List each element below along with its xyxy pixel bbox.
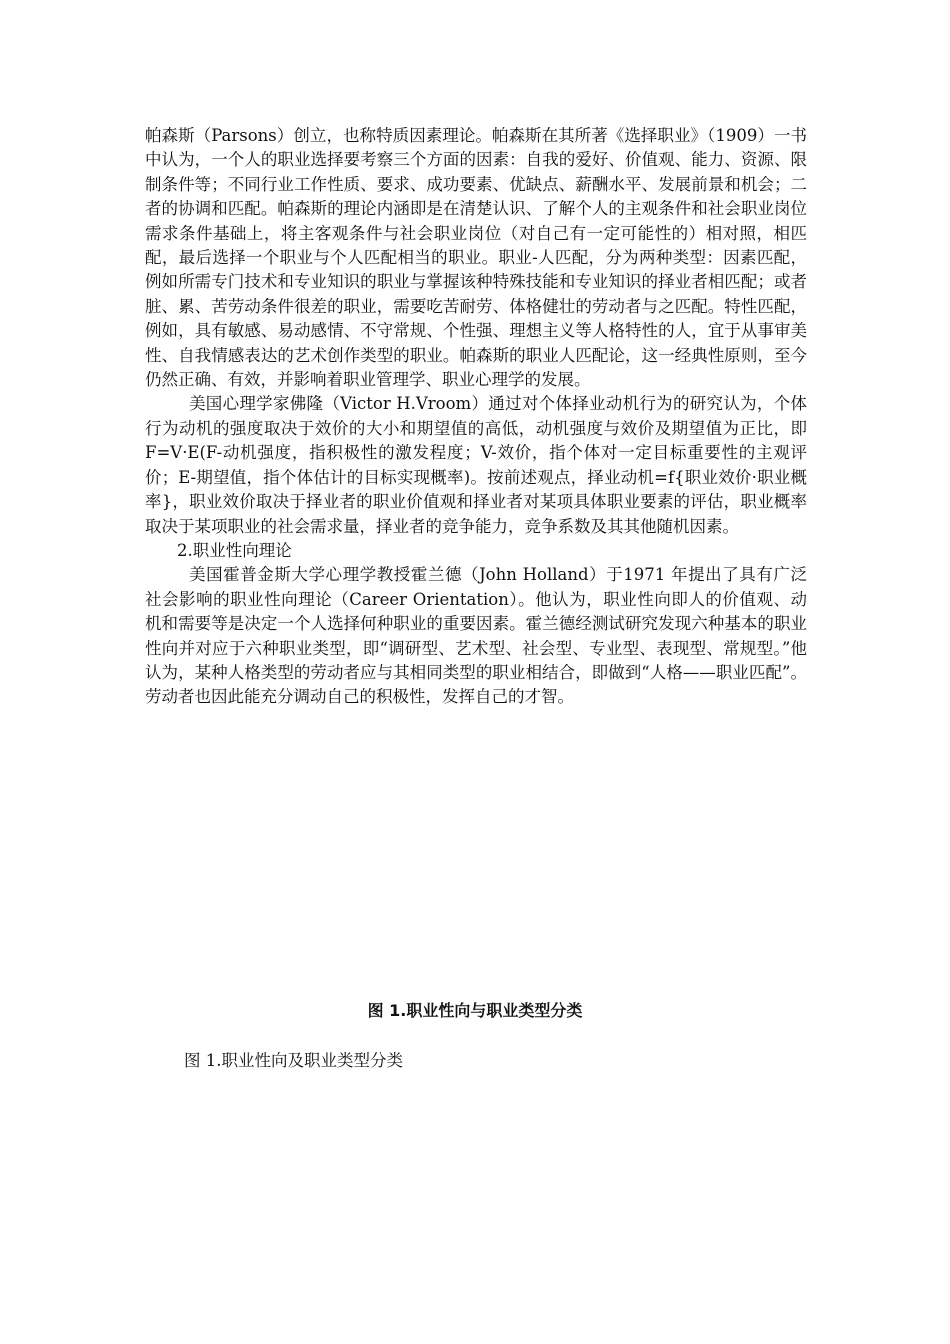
paragraph-holland: 美国霍普金斯大学心理学教授霍兰德（John Holland）于1971 年提出了具有广泛社会影响的职业性向理论（Career Orientation）。他认为，职业性向即人的价值观、动机和需要等是决定一个人选择何种职业的重要因素。霍兰德经测试研究发现六种基本的职业性向并对应于六种职业类型，即“调研型、艺术型、社会型、专业型、表现型、常规型。”他认为，某种人格类型的劳动者应与其相同类型的职业相结合，即做到“人格——职业匹配”。劳动者也因此能充分调动自己的积极性，发挥自己的才智。 xyxy=(145,565,807,707)
section-heading: 2.职业性向理论 xyxy=(177,540,292,560)
figure-caption: 图 1.职业性向及职业类型分类 xyxy=(184,1051,403,1070)
body-text xyxy=(145,124,807,710)
paragraph-parsons: 帕森斯（Parsons）创立，也称特质因素理论。帕森斯在其所著《选择职业》（1909）一书中认为，一个人的职业选择要考察三个方面的因素：自我的爱好、价值观、能力、资源、限制条件等；不同行业工作性质、要求、成功要素、优缺点、薪酬水平、发展前景和机会；二者的协调和匹配。帕森斯的理论内涵即是在清楚认识、了解个人的主观条件和社会职业岗位需求条件基础上，将主客观条件与社会职业岗位（对自己有一定可能性的）相对照，相匹配，最后选择一个职业与个人匹配相当的职业。职业-人匹配，分为两种类型：因素匹配，例如所需专门技术和专业知识的职业与掌握该种特殊技能和专业知识的择业者相匹配；或者脏、累、苦劳动条件很差的职业，需要吃苦耐劳、体格健壮的劳动者与之匹配。特性匹配，例如，具有敏感、易动感情、不守常规、个性强、理想主义等人格特性的人，宜于从事审美性、自我情感表达的艺术创作类型的职业。帕森斯的职业人匹配论，这一经典性原则，至今仍然正确、有效，并影响着职业管理学、职业心理学的发展。 xyxy=(145,126,807,390)
figure-title: 图 1.职业性向与职业类型分类 xyxy=(367,1001,583,1020)
paragraph-vroom: 美国心理学家佛隆（Victor H.Vroom）通过对个体择业动机行为的研究认为，个体行为动机的强度取决于效价的大小和期望值的高低，动机强度与效价及期望值为正比，即 F=V·E(F-动机强度，指积极性的激发程度；V-效价，指个体对一定目标重要性的主观评价；E-期望值，指个体估计的目标实现概率)。按前述观点，择业动机=f{职业效价·职业概率}，职业效价取决于择业者的职业价值观和择业者对某项具体职业要素的评估，职业概率取决于某项职业的社会需求量，择业者的竞争能力，竞争系数及其其他随机因素。 xyxy=(145,394,807,536)
